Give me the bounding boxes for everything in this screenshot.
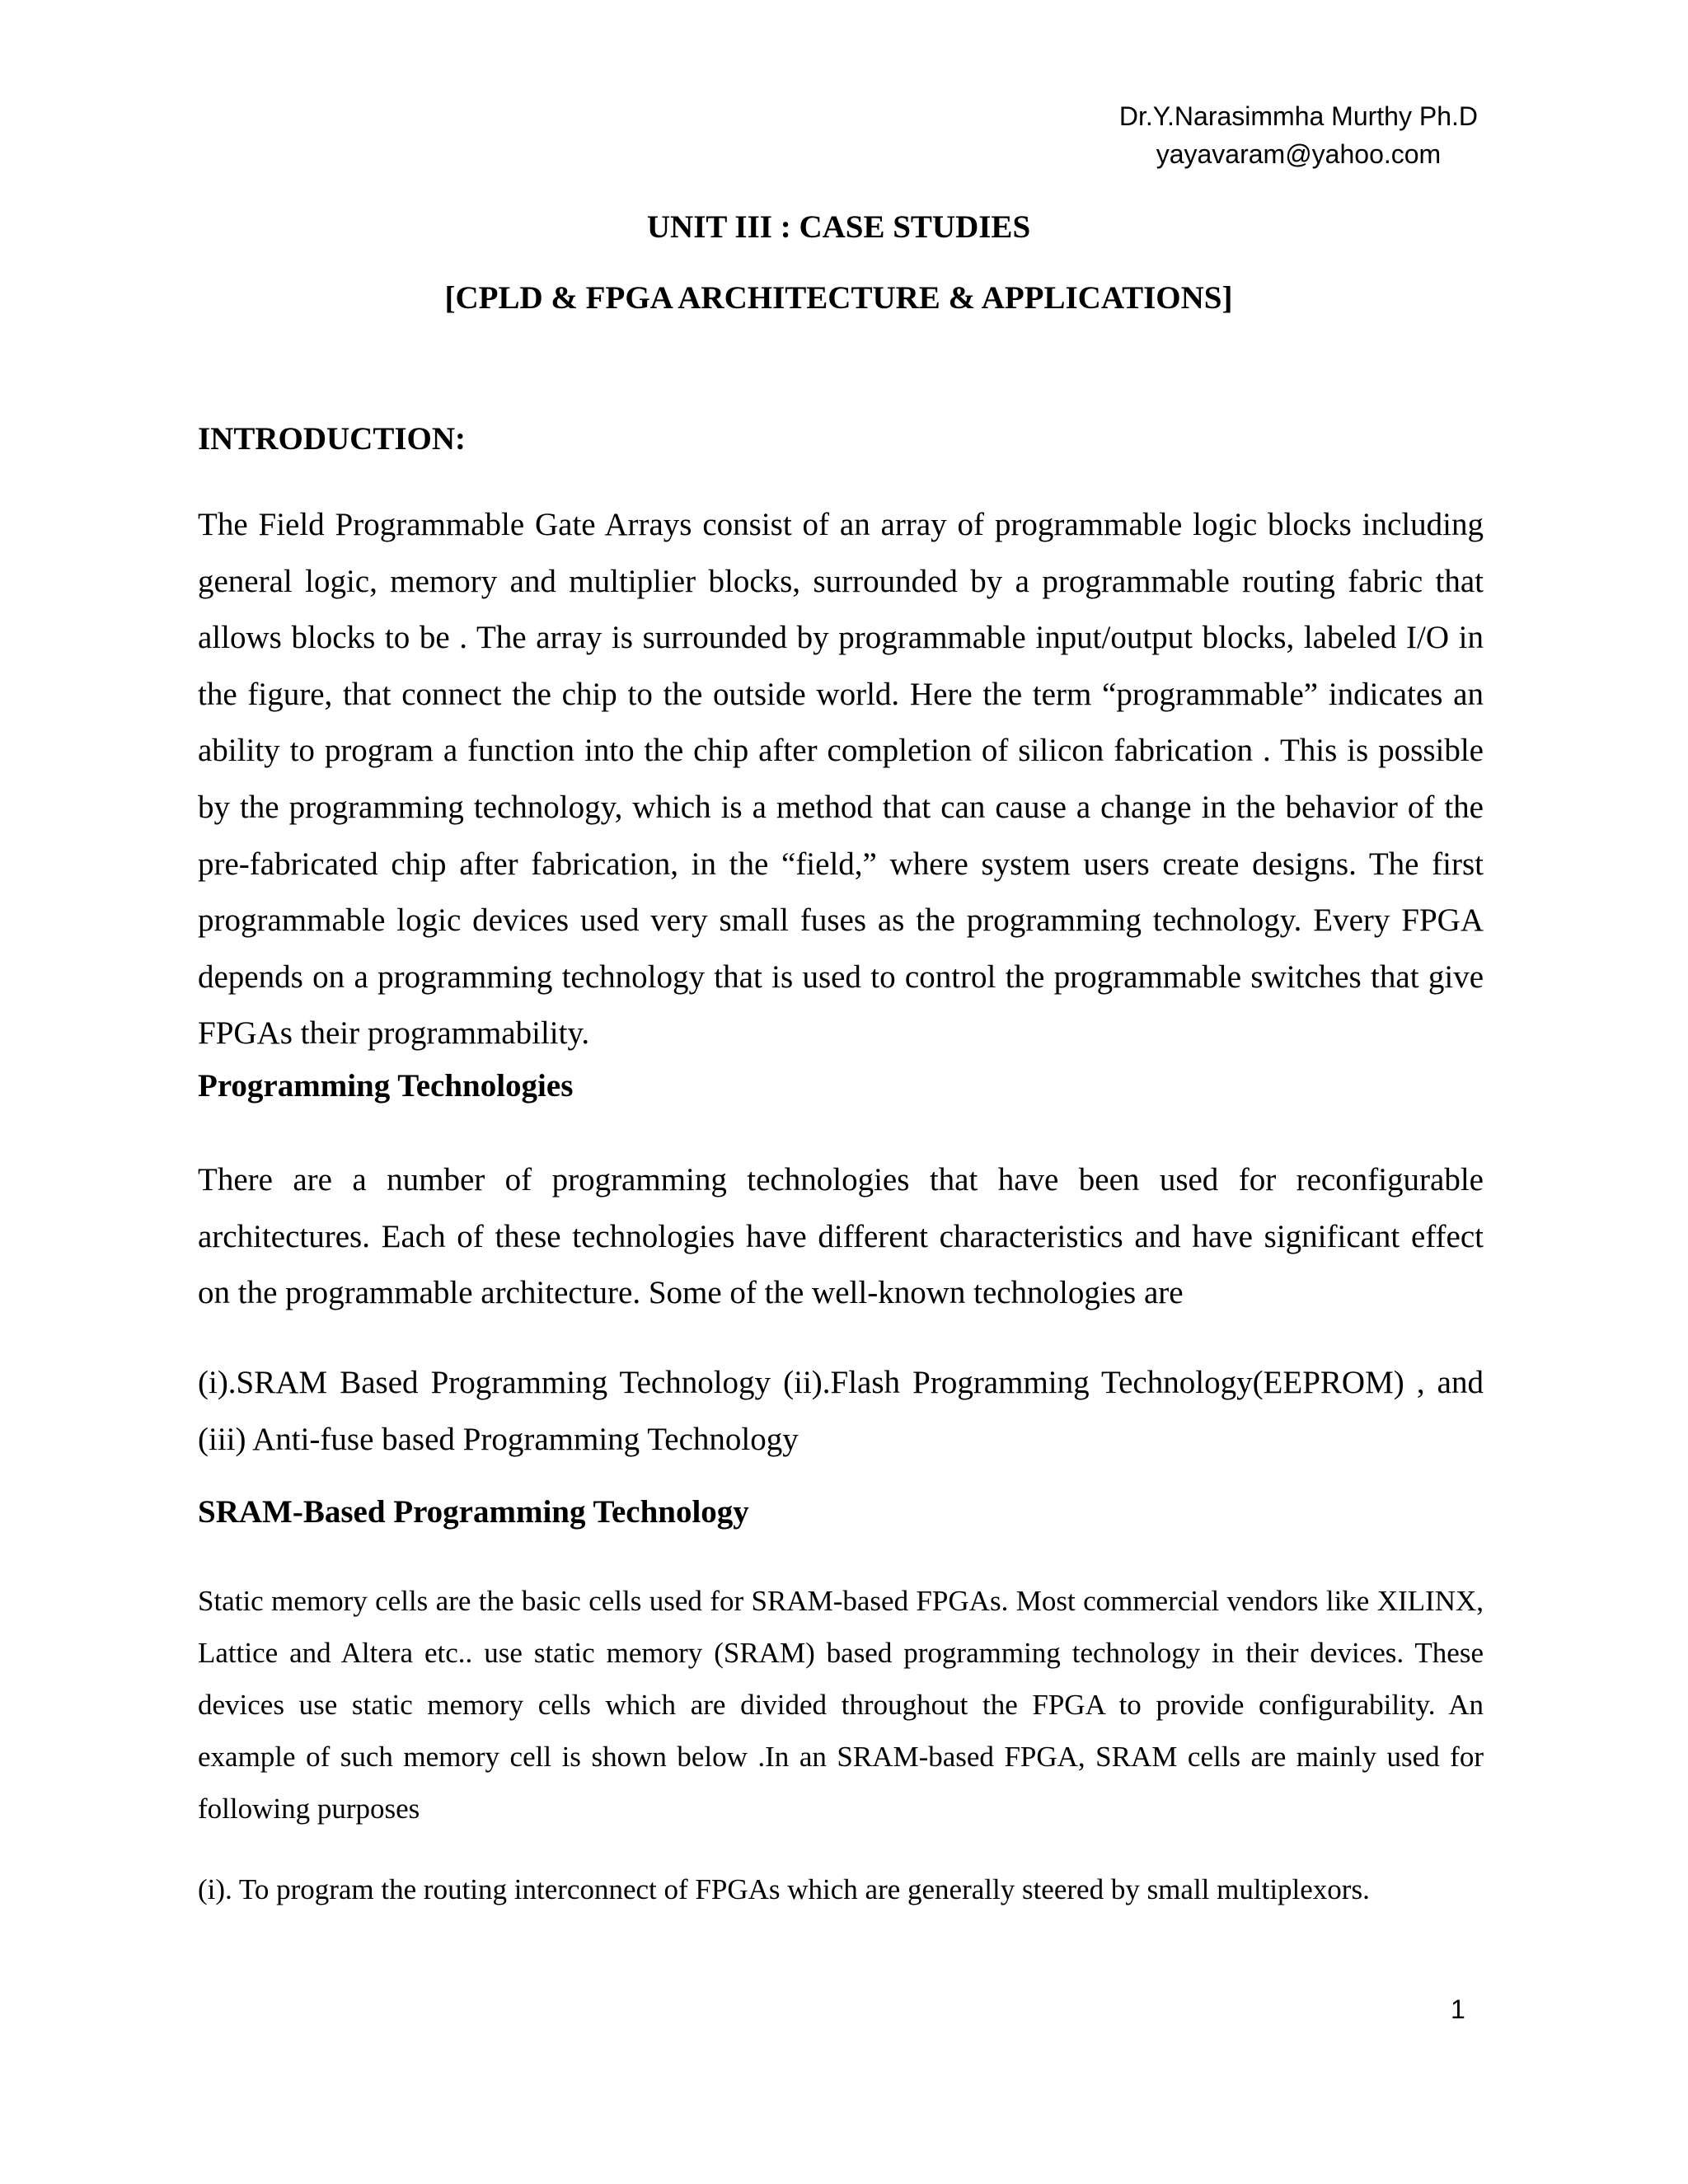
author-name: Dr.Y.Narasimmha Murthy Ph.D — [1118, 101, 1478, 131]
sram-paragraph: Static memory cells are the basic cells used for SRAM-based FPGAs. Most commercial vendors like XILINX, Lattice and Altera etc.. use static memory (SRAM) based programming technology in their devices. These devices use static memory cells which are divided throughout the FPGA to provide configurability. An example of such memory cell is shown below .In an SRAM-based FPGA, SRAM cells are mainly used for following purposes — [198, 1585, 1484, 1825]
programming-technologies-paragraph: There are a number of programming technologies that have been used for reconfigurable architectures. Each of these technologies have different characteristics and have significant effect on the programmable architecture. Some of the well-known technologies are — [198, 1162, 1484, 1311]
author-email: yayavaram@yahoo.com — [1156, 139, 1442, 169]
unit-subtitle: [CPLD & FPGA ARCHITECTURE & APPLICATIONS] — [444, 280, 1233, 316]
introduction-heading: INTRODUCTION: — [198, 421, 467, 457]
page-number: 1 — [1451, 1994, 1465, 2024]
programming-technologies-heading: Programming Technologies — [198, 1068, 574, 1104]
sram-heading: SRAM-Based Programming Technology — [198, 1494, 749, 1530]
unit-title: UNIT III : CASE STUDIES — [646, 209, 1031, 245]
technologies-list-paragraph: (i).SRAM Based Programming Technology (ii).Flash Programming Technology(EEPROM) , and (iii) Anti-fuse based Programming Technology — [198, 1365, 1484, 1457]
introduction-paragraph: The Field Programmable Gate Arrays consist of an array of programmable logic blocks including general logic, memory and multiplier blocks, surrounded by a programmable routing fabric that allows blocks to be . The array is surrounded by programmable input/output blocks, labeled I/O in the figure, that connect the chip to the outside world. Here the term “programmable” indicates an ability to program a function into the chip after completion of silicon fabrication . This is possible by the programming technology, which is a method that can cause a change in the behavior of the pre-fabricated chip after fabrication, in the “field,” where system users create designs. The first programmable logic devices used very small fuses as the programming technology. Every FPGA depends on a programming technology that is used to control the programmable switches that give FPGAs their programmability. — [198, 507, 1484, 1052]
author-header — [1119, 97, 1478, 173]
sram-purpose-item-1: (i). To program the routing interconnect of FPGAs which are generally steered by small multiplexors. — [198, 1873, 1370, 1905]
